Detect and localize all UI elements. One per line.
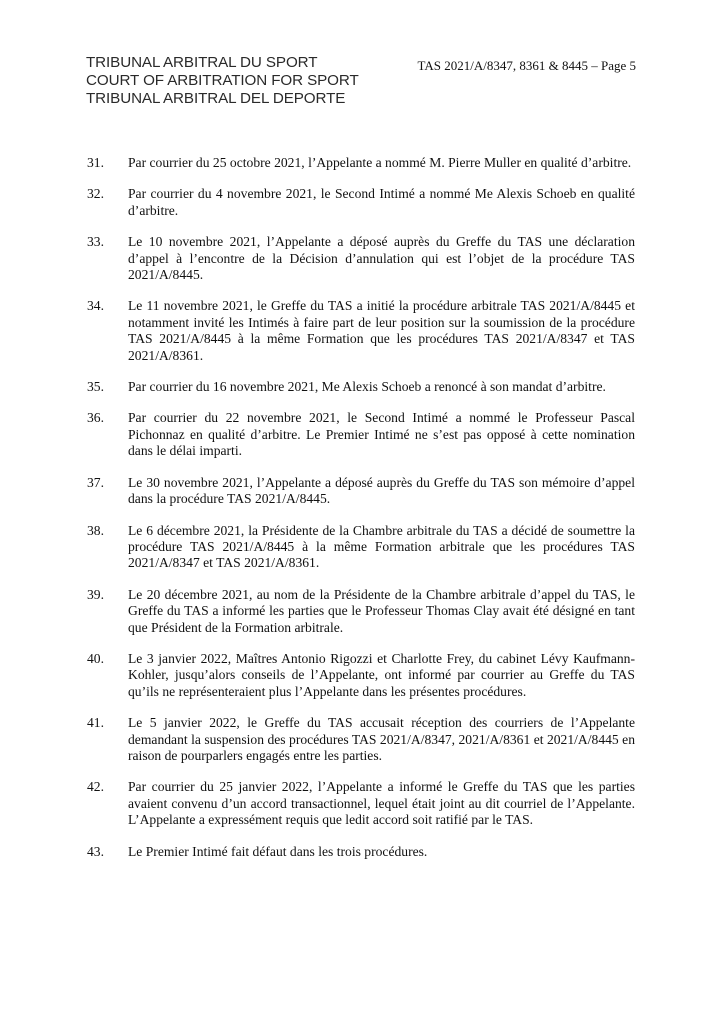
paragraph-number: 38. bbox=[87, 522, 104, 538]
paragraph-text: Par courrier du 25 octobre 2021, l’Appelante a nommé M. Pierre Muller en qualité d’arbitre. bbox=[128, 155, 632, 170]
paragraph-number: 34. bbox=[87, 298, 104, 314]
paragraph bbox=[87, 844, 635, 860]
paragraph-text: Par courrier du 16 novembre 2021, Me Alexis Schoeb a renoncé à son mandat d’arbitre. bbox=[128, 379, 606, 395]
institution-name-en: COURT OF ARBITRATION FOR SPORT bbox=[86, 72, 359, 89]
paragraph-number: 36. bbox=[87, 410, 104, 426]
institution-name bbox=[86, 54, 359, 108]
institution-name-fr: TRIBUNAL ARBITRAL DU SPORT bbox=[86, 54, 318, 71]
paragraph-text: Le 5 janvier 2022, le Greffe du TAS accusait réception des courriers de l’Appelante demandant la suspension des procédures TAS 2021/A/8347, 2021/A/8361 et 2021/A/8445 en raison de pourparlers engagés entre les parties. bbox=[128, 715, 635, 763]
paragraph-text: Par courrier du 4 novembre 2021, le Second Intimé a nommé Me Alexis Schoeb en qualité d’arbitre. bbox=[128, 186, 635, 218]
paragraph-list bbox=[87, 155, 635, 875]
paragraph-number: 40. bbox=[87, 650, 104, 666]
paragraph bbox=[87, 155, 635, 171]
paragraph-number: 32. bbox=[87, 186, 104, 202]
paragraph bbox=[87, 523, 635, 572]
paragraph bbox=[87, 410, 635, 459]
institution-name-es: TRIBUNAL ARBITRAL DEL DEPORTE bbox=[86, 90, 346, 107]
paragraph-text: Le 6 décembre 2021, la Présidente de la Chambre arbitrale du TAS a décidé de soumettre la procédure TAS 2021/A/8445 à la même Formation arbitrale que les procédures TAS 2021/A/8347 et TAS 2021/A/8361. bbox=[128, 522, 635, 571]
paragraph bbox=[87, 186, 635, 219]
paragraph bbox=[87, 298, 635, 364]
paragraph bbox=[87, 651, 635, 700]
paragraph bbox=[87, 587, 635, 636]
paragraph-number: 35. bbox=[87, 379, 104, 395]
paragraph bbox=[87, 779, 635, 828]
paragraph-number: 42. bbox=[87, 779, 104, 795]
paragraph-text: Le 11 novembre 2021, le Greffe du TAS a initié la procédure arbitrale TAS 2021/A/8445 et notamment invité les Intimés à faire part de leur position sur la soumission de la procédure TAS 2021/A/8445 à la même Formation que les procédures TAS 2021/A/8347 et TAS 2021/A/8361. bbox=[128, 298, 635, 363]
paragraph-number: 33. bbox=[87, 234, 104, 250]
paragraph-number: 31. bbox=[87, 155, 104, 170]
paragraph-text: Par courrier du 25 janvier 2022, l’Appelante a informé le Greffe du TAS que les parties avaient convenu d’un accord transactionnel, lequel était joint au dit courriel de l’Appelante. L’Appelante a expressément requis que ledit accord soit ratifié par le TAS. bbox=[128, 779, 635, 828]
paragraph-text: Par courrier du 22 novembre 2021, le Second Intimé a nommé le Professeur Pascal Pichonnaz en qualité d’arbitre. Le Premier Intimé ne s’est pas opposé à cette nomination dans le délai imparti. bbox=[128, 410, 635, 459]
paragraph bbox=[87, 234, 635, 283]
paragraph-text: Le 20 décembre 2021, au nom de la Présidente de la Chambre arbitrale d’appel du TAS, le Greffe du TAS a informé les parties que le Professeur Thomas Clay avait été désigné en tant que Président de la Formation arbitrale. bbox=[128, 586, 635, 635]
case-reference: TAS 2021/A/8347, 8361 & 8445 – Page 5 bbox=[417, 58, 636, 73]
paragraph-number: 39. bbox=[87, 586, 104, 602]
paragraph bbox=[87, 379, 635, 395]
paragraph-text: Le 3 janvier 2022, Maîtres Antonio Rigozzi et Charlotte Frey, du cabinet Lévy Kaufmann-Kohler, jusqu’alors conseils de l’Appelante, ont informé par courrier au Greffe du TAS qu’ils ne représenteraient plus l’Appelante dans les présentes procédures. bbox=[128, 650, 635, 699]
paragraph-number: 37. bbox=[87, 474, 104, 490]
paragraph bbox=[87, 475, 635, 508]
paragraph-text: Le 30 novembre 2021, l’Appelante a déposé auprès du Greffe du TAS son mémoire d’appel dans la procédure TAS 2021/A/8445. bbox=[128, 474, 635, 507]
paragraph-number: 41. bbox=[87, 715, 104, 731]
paragraph bbox=[87, 715, 635, 764]
paragraph-number: 43. bbox=[87, 843, 104, 859]
paragraph-text: Le Premier Intimé fait défaut dans les trois procédures. bbox=[128, 843, 428, 859]
paragraph-text: Le 10 novembre 2021, l’Appelante a déposé auprès du Greffe du TAS une déclaration d’appel à l’encontre de la Décision d’annulation qui est l’objet de la procédure TAS 2021/A/8445. bbox=[128, 234, 635, 283]
